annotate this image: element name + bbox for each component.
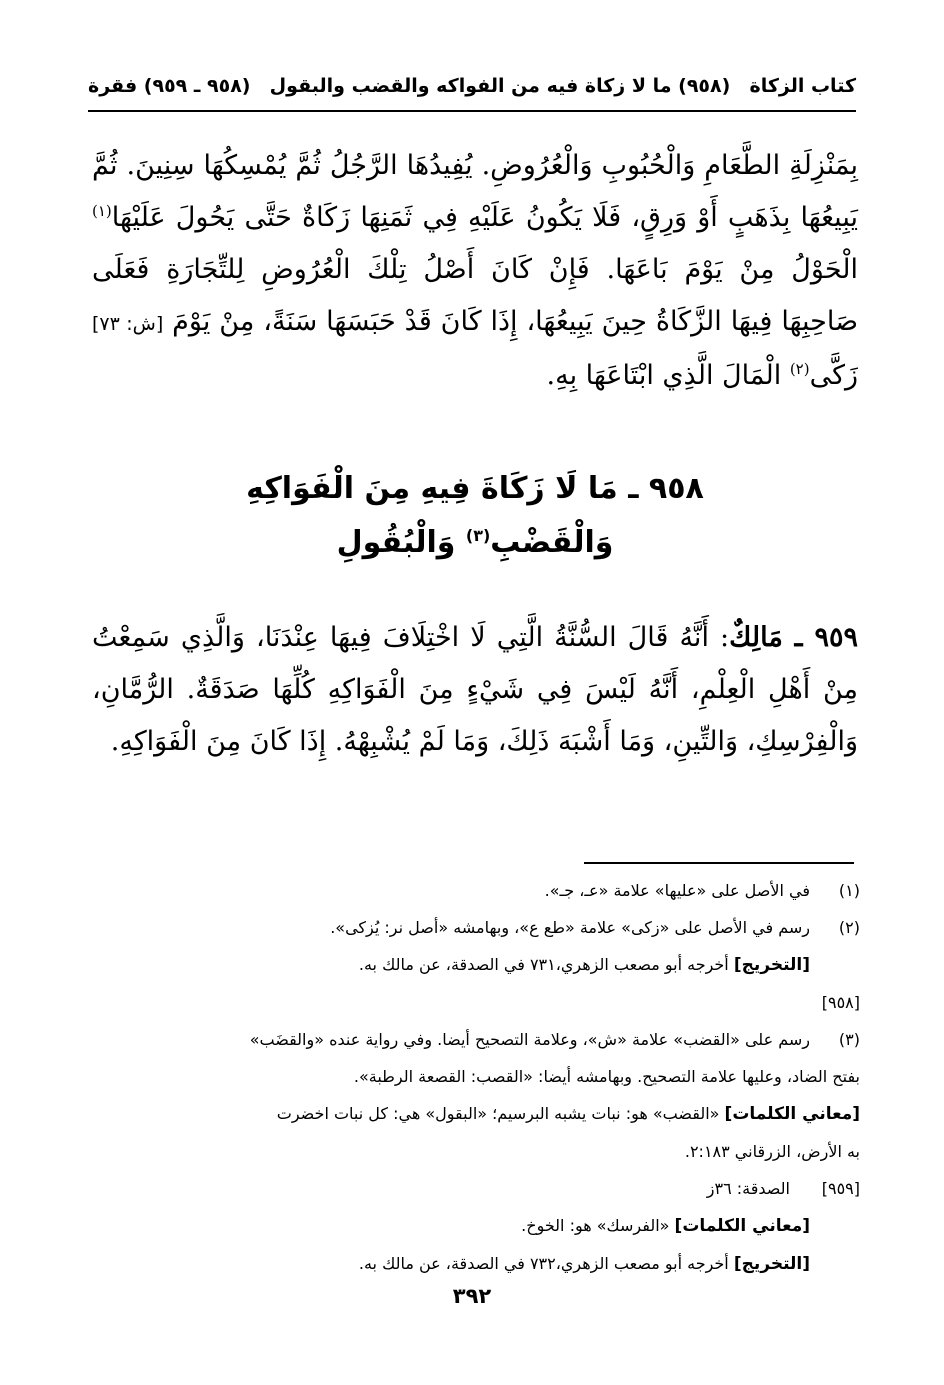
section-heading	[92, 462, 858, 570]
takhrij-tag: [التخريج]	[733, 1254, 810, 1274]
maani-text: به الأرض، الزرقاني ٢:١٨٣.	[684, 1142, 860, 1161]
heading-line-2	[92, 516, 858, 570]
footnote-number: (١)	[838, 881, 860, 900]
footnote-number: (٣)	[838, 1030, 860, 1049]
paragraph-text: : أَنَّهُ قَالَ السُّنَّةُ الَّتِي لَا اخْتِلَافَ فِيهَا عِنْدَنَا، وَالَّذِي سَمِعْتُ مِنْ أَهْلِ الْعِلْمِ، أَنَّهُ لَيْسَ فِي شَيْءٍ مِنَ الْفَوَاكِهِ كُلِّهَا صَدَقَةٌ. الرُّمَّانِ، وَالْفِرْسِكِ، وَالتِّينِ، وَمَا أَشْبَهَ ذَلِكَ، وَمَا لَمْ يُشْبِهْهُ. إِذَا كَانَ مِنَ الْفَوَاكِهِ.	[92, 622, 858, 757]
paragraph-number: ٩٥٩ ـ	[782, 622, 858, 653]
section-959-notes	[88, 1170, 860, 1207]
paragraph-959	[92, 612, 858, 768]
paragraph-text: الْحَوْلُ مِنْ يَوْمَ بَاعَهَا. فَإِنْ كَانَ أَصْلُ تِلْكَ الْعُرُوضِ لِلتِّجَارَةِ فَعَلَى صَاحِبِهَا فِيهَا الزَّكَاةُ حِينَ يَبِيعُهَا، إِذَا كَانَ قَدْ حَبَسَهَا سَنَةً، مِنْ يَوْمَ	[92, 254, 859, 337]
header-book-title: كتاب الزكاة	[749, 75, 856, 97]
footnote-3	[88, 1021, 860, 1058]
manuscript-folio-ref: [ش: ٧٣]	[92, 313, 164, 335]
takhrij-text: أخرجه أبو مصعب الزهري،٧٣٢ في الصدقة، عن مالك به.	[358, 1254, 734, 1273]
header-section-title: (٩٥٨) ما لا زكاة فيه من الفواكه والقضب والبقول	[269, 75, 731, 97]
footnote-2	[88, 909, 860, 984]
maani-text: «الفرسك» هو: الخوخ.	[521, 1216, 675, 1235]
footnote-number: (٢)	[838, 918, 860, 937]
section-958-notes	[88, 984, 860, 1021]
paragraph-text: بِمَنْزِلَةِ الطَّعَامِ وَالْحُبُوبِ وَالْعُرُوضِ. يُفِيدُهَا الرَّجُلُ ثُمَّ يُمْسِكُهَا سِنِينَ. ثُمَّ يَبِيعُهَا بِذَهَبٍ أَوْ وَرِقٍ، فَلَا يَكُونُ عَلَيْهِ فِي ثَمَنِهَا زَكَاةٌ حَتَّى يَحُولَ عَلَيْهَا	[92, 150, 858, 233]
paragraph-continued	[92, 140, 858, 402]
footnote-marker-3[interactable]: (٣)	[465, 526, 491, 545]
running-header	[88, 64, 856, 108]
footnote-text: في الأصل على «عليها» علامة «عـ، جـ».	[544, 881, 810, 900]
footnote-marker-2[interactable]: (٢)	[789, 360, 810, 378]
section-tag: [٩٥٨]	[821, 993, 860, 1012]
header-rule	[88, 110, 856, 112]
header-paragraph-range: (٩٥٨ ـ ٩٥٩) فقرة	[88, 75, 251, 97]
footnotes	[88, 872, 860, 1283]
footnote-marker-1[interactable]: (١)	[92, 202, 112, 220]
maani-tag: [معاني الكلمات]	[724, 1104, 860, 1124]
maani-note	[88, 1207, 860, 1245]
maani-tag: [معاني الكلمات]	[674, 1216, 810, 1236]
source-ref: الصدقة: ٣٦ز	[706, 1179, 790, 1198]
paragraph-text: الْمَالَ الَّذِي ابْتَاعَهَا بِهِ.	[546, 360, 790, 391]
footnote-rule	[584, 862, 854, 864]
section-tag: [٩٥٩]	[821, 1179, 860, 1198]
maani-note	[88, 1095, 860, 1133]
paragraph-text: زَكَّى	[809, 360, 858, 391]
footnote-1	[88, 872, 860, 909]
heading-line-1: ٩٥٨ ـ مَا لَا زَكَاةَ فِيهِ مِنَ الْفَوَاكِهِ	[246, 471, 704, 506]
maani-text: «القضب» هو: نبات يشبه البرسيم؛ «البقول» هي: كل نبات اخضرت	[276, 1104, 725, 1123]
narrator-name: مَالِكٌ	[729, 622, 783, 653]
footnote-text: بفتح الضاد، وعليها علامة التصحيح. وبهامشه أيضا: «القصب: القصعة الرطبة».	[353, 1067, 860, 1086]
heading-text: وَالْقَضْبِ	[490, 525, 614, 560]
page-number: ٣٩٢	[452, 1284, 492, 1308]
footnote-text: رسم في الأصل على «زكى» علامة «طع ع»، وبهامشه «أصل نر: يُزكى».	[330, 918, 810, 937]
takhrij-text: أخرجه أبو مصعب الزهري،٧٣١ في الصدقة، عن مالك به.	[358, 955, 734, 974]
takhrij-tag: [التخريج]	[733, 955, 810, 975]
heading-text: وَالْبُقُولِ	[336, 525, 466, 560]
takhrij-note	[88, 1245, 860, 1283]
footnote-text: رسم على «القضب» علامة «ش»، وعلامة التصحيح أيضا. وفي رواية عنده «والقضَب»	[249, 1030, 810, 1049]
takhrij-note	[88, 946, 810, 984]
